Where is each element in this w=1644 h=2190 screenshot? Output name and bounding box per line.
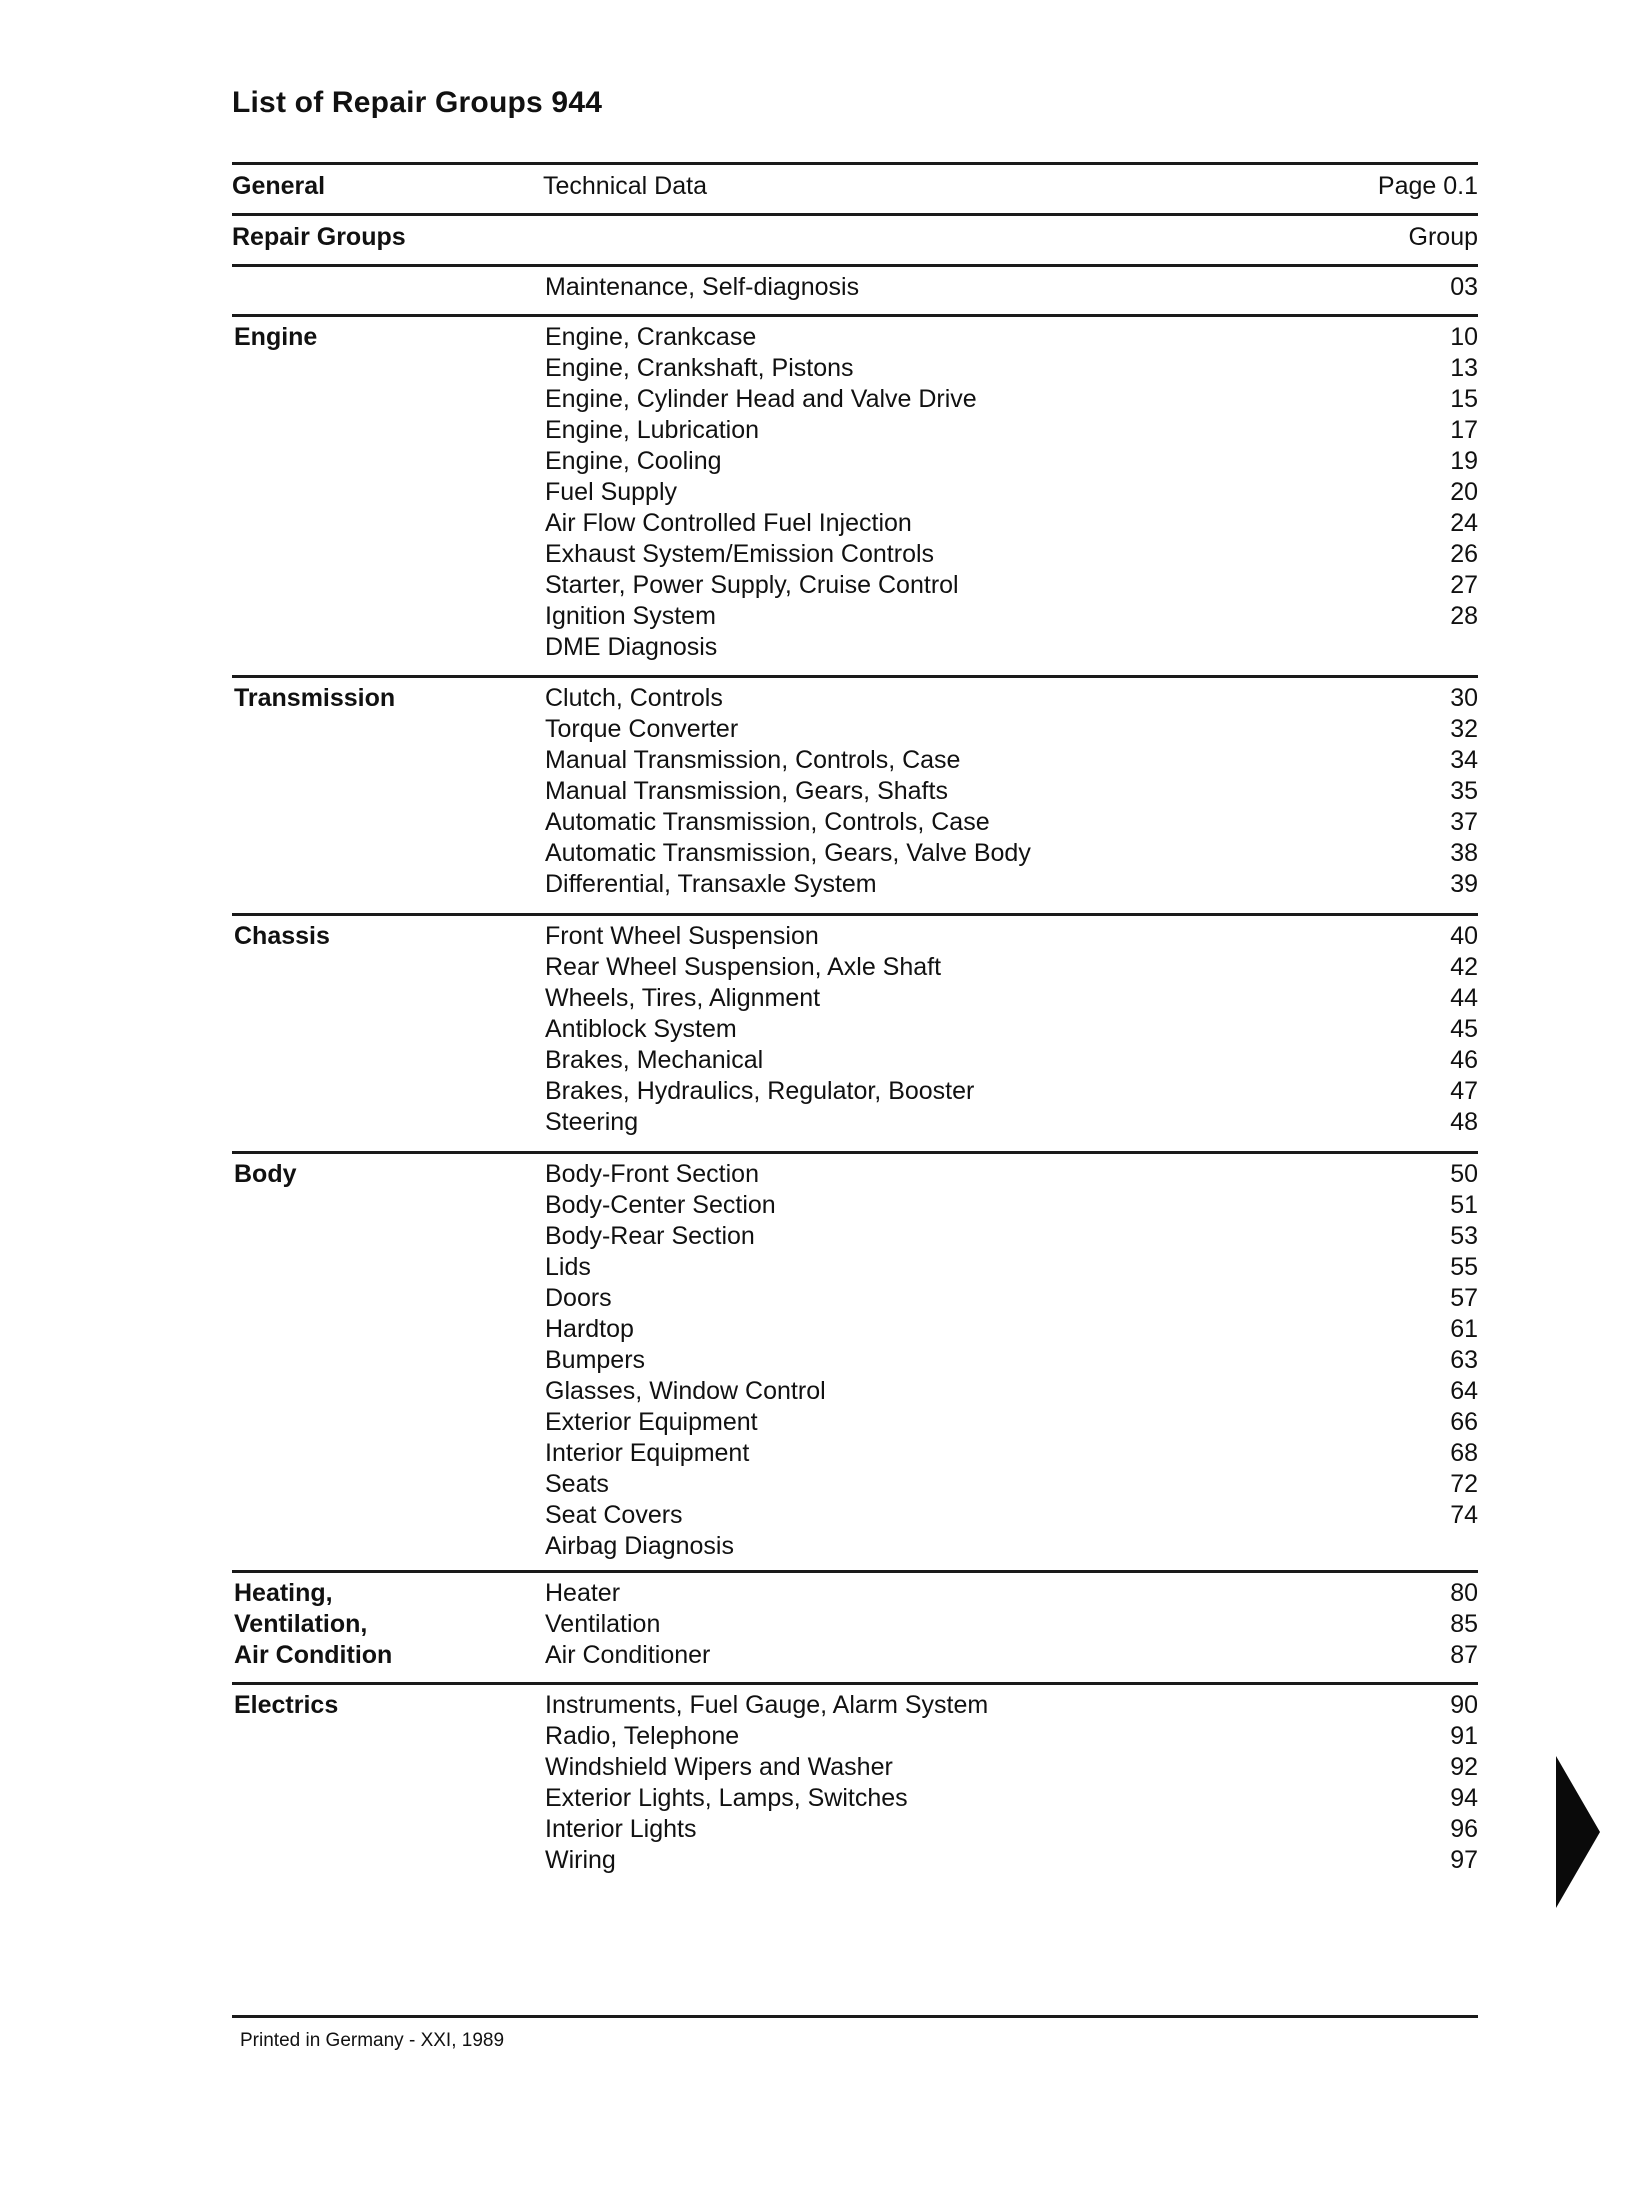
section-items (545, 921, 1478, 1138)
section-items (545, 272, 1478, 303)
section-category: Engine (234, 323, 318, 351)
item-name: Wiring (545, 1846, 616, 1874)
list-item (545, 1376, 1478, 1407)
item-name: Instruments, Fuel Gauge, Alarm System (545, 1691, 989, 1719)
footer-text: Printed in Germany - XXI, 1989 (240, 2030, 505, 2051)
list-item (545, 869, 1478, 900)
item-group-number: 91 (1450, 1722, 1478, 1750)
item-name: Ignition System (545, 602, 716, 630)
item-name: Bumpers (545, 1346, 646, 1374)
item-name: Engine, Lubrication (545, 416, 760, 444)
item-group-number: 96 (1450, 1815, 1478, 1843)
divider (232, 213, 1478, 216)
subheader-group-label: Group (1408, 223, 1478, 251)
item-group-number: 37 (1450, 808, 1478, 836)
item-group-number: 47 (1450, 1077, 1478, 1105)
item-name: Interior Lights (545, 1815, 697, 1843)
item-group-number: 85 (1450, 1610, 1478, 1638)
list-item (545, 1221, 1478, 1252)
list-item (545, 1578, 1478, 1609)
header-subject: Technical Data (543, 172, 707, 200)
item-name: Seat Covers (545, 1501, 683, 1529)
item-name: Heater (545, 1579, 621, 1607)
item-name: Glasses, Window Control (545, 1377, 826, 1405)
item-group-number: 90 (1450, 1691, 1478, 1719)
footer-divider (232, 2015, 1478, 2018)
item-name: Torque Converter (545, 715, 739, 743)
item-group-number: 27 (1450, 571, 1478, 599)
item-group-number: 72 (1450, 1470, 1478, 1498)
section-category: Electrics (234, 1691, 339, 1719)
list-item (545, 1314, 1478, 1345)
list-item (545, 1107, 1478, 1138)
divider (232, 1570, 1478, 1573)
item-name: Engine, Crankcase (545, 323, 757, 351)
list-item (545, 1500, 1478, 1531)
list-item (545, 983, 1478, 1014)
item-group-number: 13 (1450, 354, 1478, 382)
list-item (545, 745, 1478, 776)
item-group-number: 92 (1450, 1753, 1478, 1781)
item-name: Fuel Supply (545, 478, 678, 506)
item-name: Wheels, Tires, Alignment (545, 984, 821, 1012)
divider (232, 675, 1478, 678)
list-item (545, 1531, 1478, 1562)
list-item (545, 1845, 1478, 1876)
list-item (545, 1076, 1478, 1107)
item-name: Exterior Equipment (545, 1408, 758, 1436)
page-title: List of Repair Groups 944 (232, 86, 603, 119)
header-page: Page 0.1 (1377, 172, 1478, 200)
item-name: Engine, Crankshaft, Pistons (545, 354, 854, 382)
item-group-number: 50 (1450, 1160, 1478, 1188)
item-name: Rear Wheel Suspension, Axle Shaft (545, 953, 942, 981)
divider (232, 314, 1478, 317)
item-name: Front Wheel Suspension (545, 922, 819, 950)
item-name: Manual Transmission, Controls, Case (545, 746, 961, 774)
item-group-number: 97 (1450, 1846, 1478, 1874)
list-item (545, 601, 1478, 632)
list-item (545, 1609, 1478, 1640)
divider (232, 913, 1478, 916)
list-item (545, 1438, 1478, 1469)
triangle-right-icon (1556, 1756, 1600, 1908)
item-group-number: 48 (1450, 1108, 1478, 1136)
item-name: Air Conditioner (545, 1641, 711, 1669)
list-item (545, 272, 1478, 303)
item-group-number: 40 (1450, 922, 1478, 950)
list-item (545, 1283, 1478, 1314)
item-name: Body-Rear Section (545, 1222, 755, 1250)
item-name: Automatic Transmission, Gears, Valve Body (545, 839, 1031, 867)
item-group-number: 39 (1450, 870, 1478, 898)
item-name: Antiblock System (545, 1015, 737, 1043)
item-group-number: 42 (1450, 953, 1478, 981)
item-name: Brakes, Mechanical (545, 1046, 764, 1074)
list-item (545, 353, 1478, 384)
item-name: Engine, Cylinder Head and Valve Drive (545, 385, 977, 413)
list-item (545, 1159, 1478, 1190)
item-name: Exhaust System/Emission Controls (545, 540, 935, 568)
item-name: Clutch, Controls (545, 684, 723, 712)
item-group-number: 35 (1450, 777, 1478, 805)
list-item (545, 1752, 1478, 1783)
list-item (545, 477, 1478, 508)
item-name: Doors (545, 1284, 612, 1312)
item-group-number: 34 (1450, 746, 1478, 774)
item-group-number: 19 (1450, 447, 1478, 475)
item-name: Exterior Lights, Lamps, Switches (545, 1784, 908, 1812)
item-group-number: 20 (1450, 478, 1478, 506)
list-item (545, 632, 1478, 663)
section-category: Body (234, 1160, 297, 1188)
item-name: Differential, Transaxle System (545, 870, 877, 898)
item-name: DME Diagnosis (545, 633, 718, 661)
item-name: Steering (545, 1108, 639, 1136)
list-item (545, 1190, 1478, 1221)
item-name: Engine, Cooling (545, 447, 722, 475)
item-name: Seats (545, 1470, 609, 1498)
item-group-number: 15 (1450, 385, 1478, 413)
list-item (545, 1045, 1478, 1076)
list-item (545, 1014, 1478, 1045)
section-items (545, 1159, 1478, 1562)
item-name: Radio, Telephone (545, 1722, 740, 1750)
section-category: Chassis (234, 922, 330, 950)
list-item (545, 838, 1478, 869)
item-name: Interior Equipment (545, 1439, 750, 1467)
list-item (545, 1783, 1478, 1814)
item-group-number: 03 (1450, 273, 1478, 301)
list-item (545, 384, 1478, 415)
section-items (545, 1690, 1478, 1876)
item-name: Lids (545, 1253, 591, 1281)
item-group-number: 10 (1450, 323, 1478, 351)
item-name: Body-Front Section (545, 1160, 759, 1188)
section-items (545, 1578, 1478, 1671)
list-item (545, 921, 1478, 952)
list-item (545, 1690, 1478, 1721)
item-group-number: 53 (1450, 1222, 1478, 1250)
item-group-number: 61 (1450, 1315, 1478, 1343)
item-name: Airbag Diagnosis (545, 1532, 734, 1560)
list-item (545, 714, 1478, 745)
item-group-number: 94 (1450, 1784, 1478, 1812)
item-group-number: 87 (1450, 1641, 1478, 1669)
divider (232, 1151, 1478, 1154)
list-item (545, 1345, 1478, 1376)
item-name: Hardtop (545, 1315, 634, 1343)
item-group-number: 74 (1450, 1501, 1478, 1529)
item-group-number: 46 (1450, 1046, 1478, 1074)
list-item (545, 807, 1478, 838)
item-group-number: 26 (1450, 540, 1478, 568)
list-item (545, 683, 1478, 714)
list-item (545, 415, 1478, 446)
section-category: Transmission (234, 684, 396, 712)
item-name: Maintenance, Self-diagnosis (545, 273, 860, 301)
header-category: General (232, 172, 326, 200)
list-item (545, 952, 1478, 983)
section-category: Heating, Ventilation, Air Condition (234, 1579, 393, 1669)
item-group-number: 57 (1450, 1284, 1478, 1312)
list-item (545, 1407, 1478, 1438)
item-group-number: 68 (1450, 1439, 1478, 1467)
item-name: Body-Center Section (545, 1191, 776, 1219)
item-name: Manual Transmission, Gears, Shafts (545, 777, 948, 805)
list-item (545, 1640, 1478, 1671)
divider (232, 1682, 1478, 1685)
section-items (545, 322, 1478, 663)
item-name: Brakes, Hydraulics, Regulator, Booster (545, 1077, 975, 1105)
list-item (545, 508, 1478, 539)
divider (232, 264, 1478, 267)
item-group-number: 63 (1450, 1346, 1478, 1374)
list-item (545, 322, 1478, 353)
subheader-label: Repair Groups (232, 223, 406, 251)
list-item (545, 1814, 1478, 1845)
list-item (545, 446, 1478, 477)
item-name: Windshield Wipers and Washer (545, 1753, 893, 1781)
item-group-number: 28 (1450, 602, 1478, 630)
item-group-number: 30 (1450, 684, 1478, 712)
item-group-number: 38 (1450, 839, 1478, 867)
item-name: Automatic Transmission, Controls, Case (545, 808, 990, 836)
item-name: Ventilation (545, 1610, 661, 1638)
list-item (545, 539, 1478, 570)
item-group-number: 24 (1450, 509, 1478, 537)
list-item (545, 1469, 1478, 1500)
item-name: Starter, Power Supply, Cruise Control (545, 571, 959, 599)
section-items (545, 683, 1478, 900)
item-group-number: 66 (1450, 1408, 1478, 1436)
list-item (545, 1721, 1478, 1752)
item-name: Air Flow Controlled Fuel Injection (545, 509, 912, 537)
item-group-number: 17 (1450, 416, 1478, 444)
item-group-number: 64 (1450, 1377, 1478, 1405)
header-row (232, 172, 1478, 212)
item-group-number: 32 (1450, 715, 1478, 743)
list-item (545, 570, 1478, 601)
list-item (545, 776, 1478, 807)
item-group-number: 51 (1450, 1191, 1478, 1219)
item-group-number: 45 (1450, 1015, 1478, 1043)
item-group-number: 55 (1450, 1253, 1478, 1281)
divider (232, 162, 1478, 165)
subheader-row (232, 223, 1478, 263)
item-group-number: 80 (1450, 1579, 1478, 1607)
item-group-number: 44 (1450, 984, 1478, 1012)
list-item (545, 1252, 1478, 1283)
